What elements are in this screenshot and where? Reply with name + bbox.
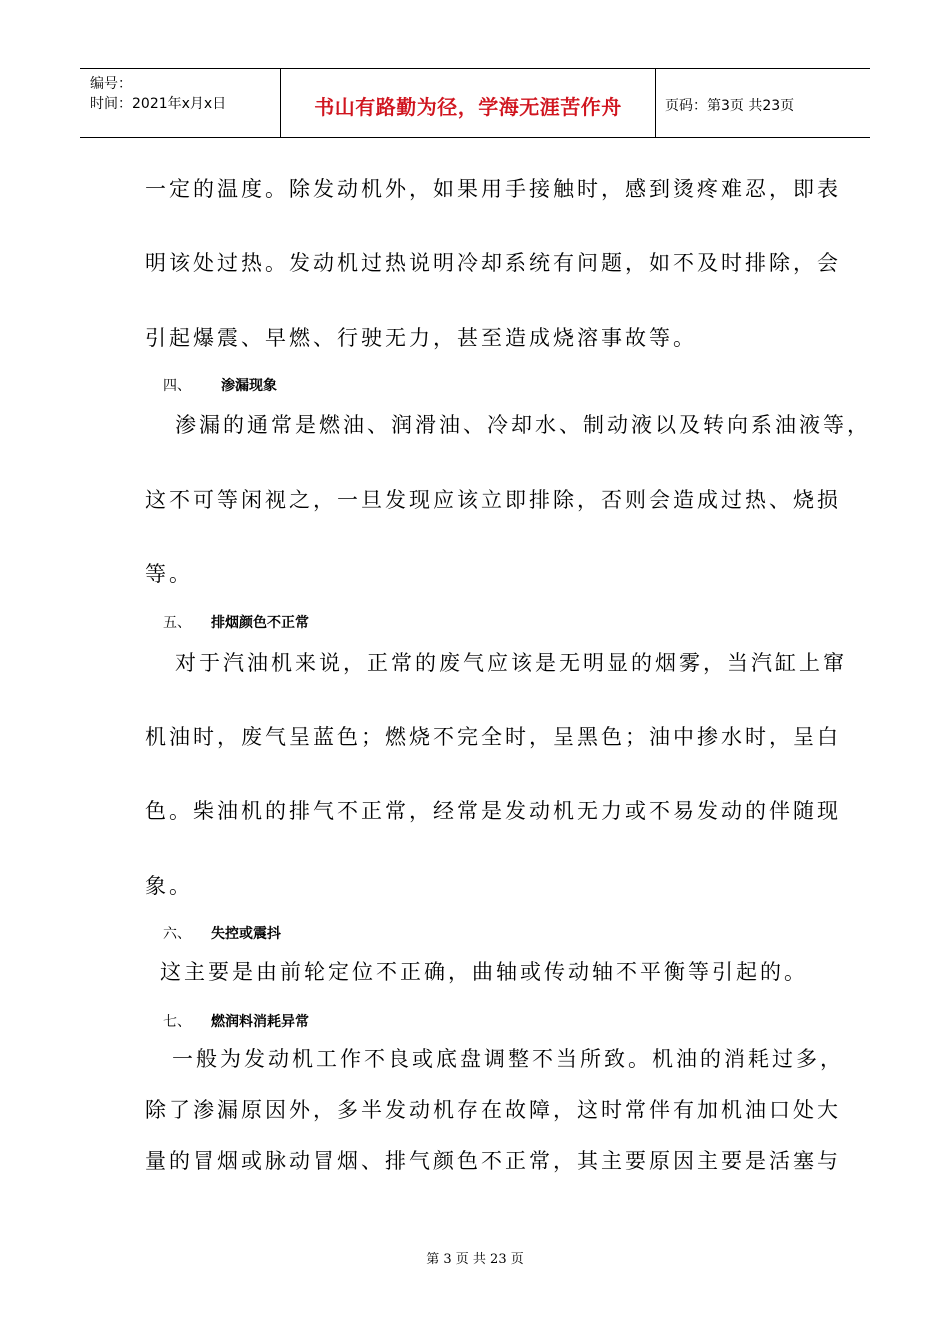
section-title: 燃润料消耗异常: [211, 1014, 309, 1030]
body-line: 机油时，废气呈蓝色；燃烧不完全时，呈黑色；油中掺水时，呈白: [145, 725, 841, 749]
date-label: 时间：2021年x月x日: [90, 96, 227, 112]
body-line: 象。: [145, 874, 193, 898]
body-line: 除了渗漏原因外，多半发动机存在故障，这时常伴有加机油口处大: [145, 1098, 841, 1122]
body-line: 引起爆震、早燃、行驶无力，甚至造成烧溶事故等。: [145, 326, 697, 350]
body-line: 对于汽油机来说，正常的废气应该是无明显的烟雾，当汽缸上窜: [175, 651, 847, 675]
page-footer: 第 3 页 共 23 页: [426, 1252, 524, 1267]
body-line: 这不可等闲视之，一旦发现应该立即排除，否则会造成过热、烧损: [145, 488, 841, 512]
body-line: 渗漏的通常是燃油、润滑油、冷却水、制动液以及转向系油液等，: [175, 413, 871, 437]
page-info: 页码：第3页 共23页: [665, 98, 795, 114]
serial-label: 编号：: [90, 76, 132, 92]
body-line: 明该处过热。发动机过热说明冷却系统有问题，如不及时排除，会: [145, 251, 841, 275]
header-left-cell: [80, 69, 280, 137]
section-number: 五、: [163, 615, 191, 631]
body-line: 色。柴油机的排气不正常，经常是发动机无力或不易发动的伴随现: [145, 799, 841, 823]
body-line: 等。: [145, 562, 193, 586]
page-header: [80, 68, 870, 138]
section-number: 七、: [163, 1014, 191, 1030]
motto: 书山有路勤为径，学海无涯苦作舟: [314, 95, 622, 119]
section-number: 六、: [163, 926, 191, 942]
header-center-cell: [280, 69, 656, 137]
body-line: 这主要是由前轮定位不正确，曲轴或传动轴不平衡等引起的。: [160, 960, 808, 984]
body-line: 一般为发动机工作不良或底盘调整不当所致。机油的消耗过多，: [172, 1047, 844, 1071]
section-title: 渗漏现象: [221, 378, 277, 394]
section-title: 排烟颜色不正常: [211, 615, 309, 631]
section-title: 失控或震抖: [211, 926, 281, 942]
section-number: 四、: [163, 378, 191, 394]
header-right-cell: [655, 69, 870, 137]
body-line: 一定的温度。除发动机外，如果用手接触时，感到烫疼难忍，即表: [145, 177, 841, 201]
body-line: 量的冒烟或脉动冒烟、排气颜色不正常，其主要原因主要是活塞与: [145, 1149, 841, 1173]
